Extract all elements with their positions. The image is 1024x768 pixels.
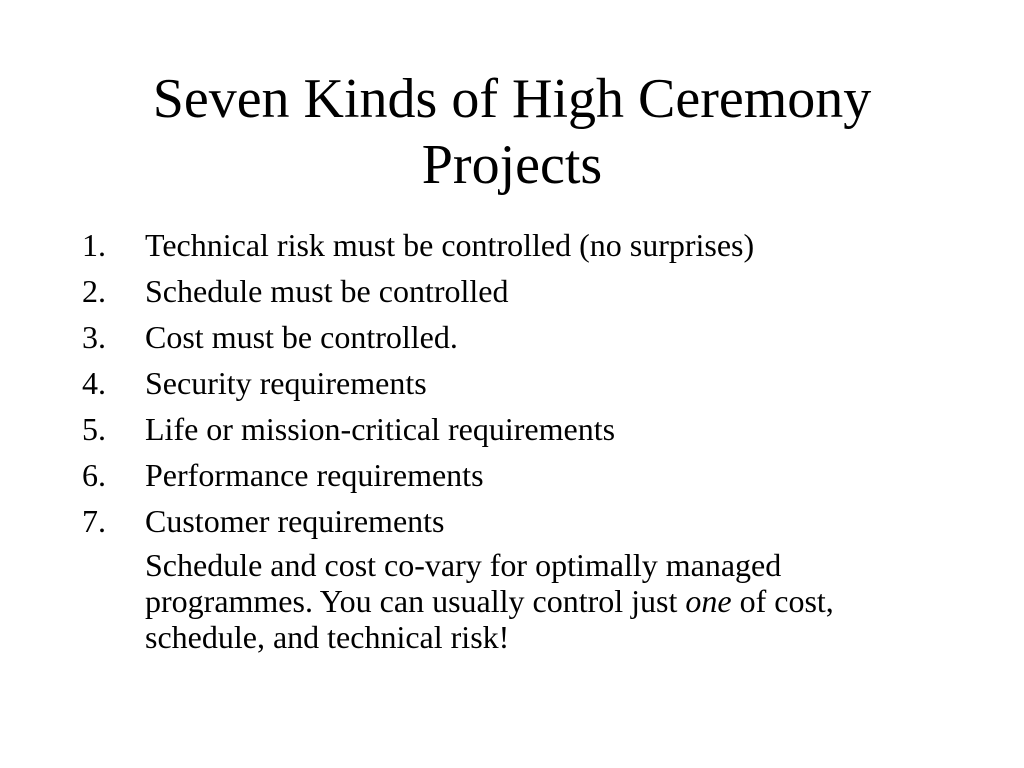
note-paragraph (145, 547, 935, 655)
note-text-before: Schedule and cost co-vary for optimally managed programmes. You can usually control just (145, 547, 782, 619)
slide-title-line-1: Seven Kinds of High Ceremony (152, 68, 872, 130)
list-item-text: Schedule must be controlled (145, 273, 509, 309)
list-item (82, 314, 942, 360)
list-item-text: Performance requirements (145, 457, 484, 493)
list-item-number: 7. (82, 503, 106, 539)
list-item-text: Cost must be controlled. (145, 319, 458, 355)
slide-title-line-2: Projects (421, 134, 603, 196)
list-item (82, 452, 942, 498)
list-item-number: 6. (82, 457, 106, 493)
list-item-number: 3. (82, 319, 106, 355)
list-item-number: 2. (82, 273, 106, 309)
list-item (82, 268, 942, 314)
note-text-after: of cost, schedule, and technical risk! (145, 583, 834, 655)
list-item-number: 5. (82, 411, 106, 447)
list-item (82, 222, 942, 268)
list-item-number: 1. (82, 227, 106, 263)
list-item-text: Technical risk must be controlled (no surprises) (145, 227, 755, 263)
list-item-text: Life or mission-critical requirements (145, 411, 616, 447)
slide-title (60, 66, 964, 198)
list-item-text: Security requirements (145, 365, 427, 401)
list-item-number: 4. (82, 365, 106, 401)
list-item (82, 360, 942, 406)
numbered-list (82, 222, 942, 544)
list-item (82, 498, 942, 544)
list-item (82, 406, 942, 452)
note-emphasis: one (685, 583, 732, 619)
list-item-text: Customer requirements (145, 503, 445, 539)
